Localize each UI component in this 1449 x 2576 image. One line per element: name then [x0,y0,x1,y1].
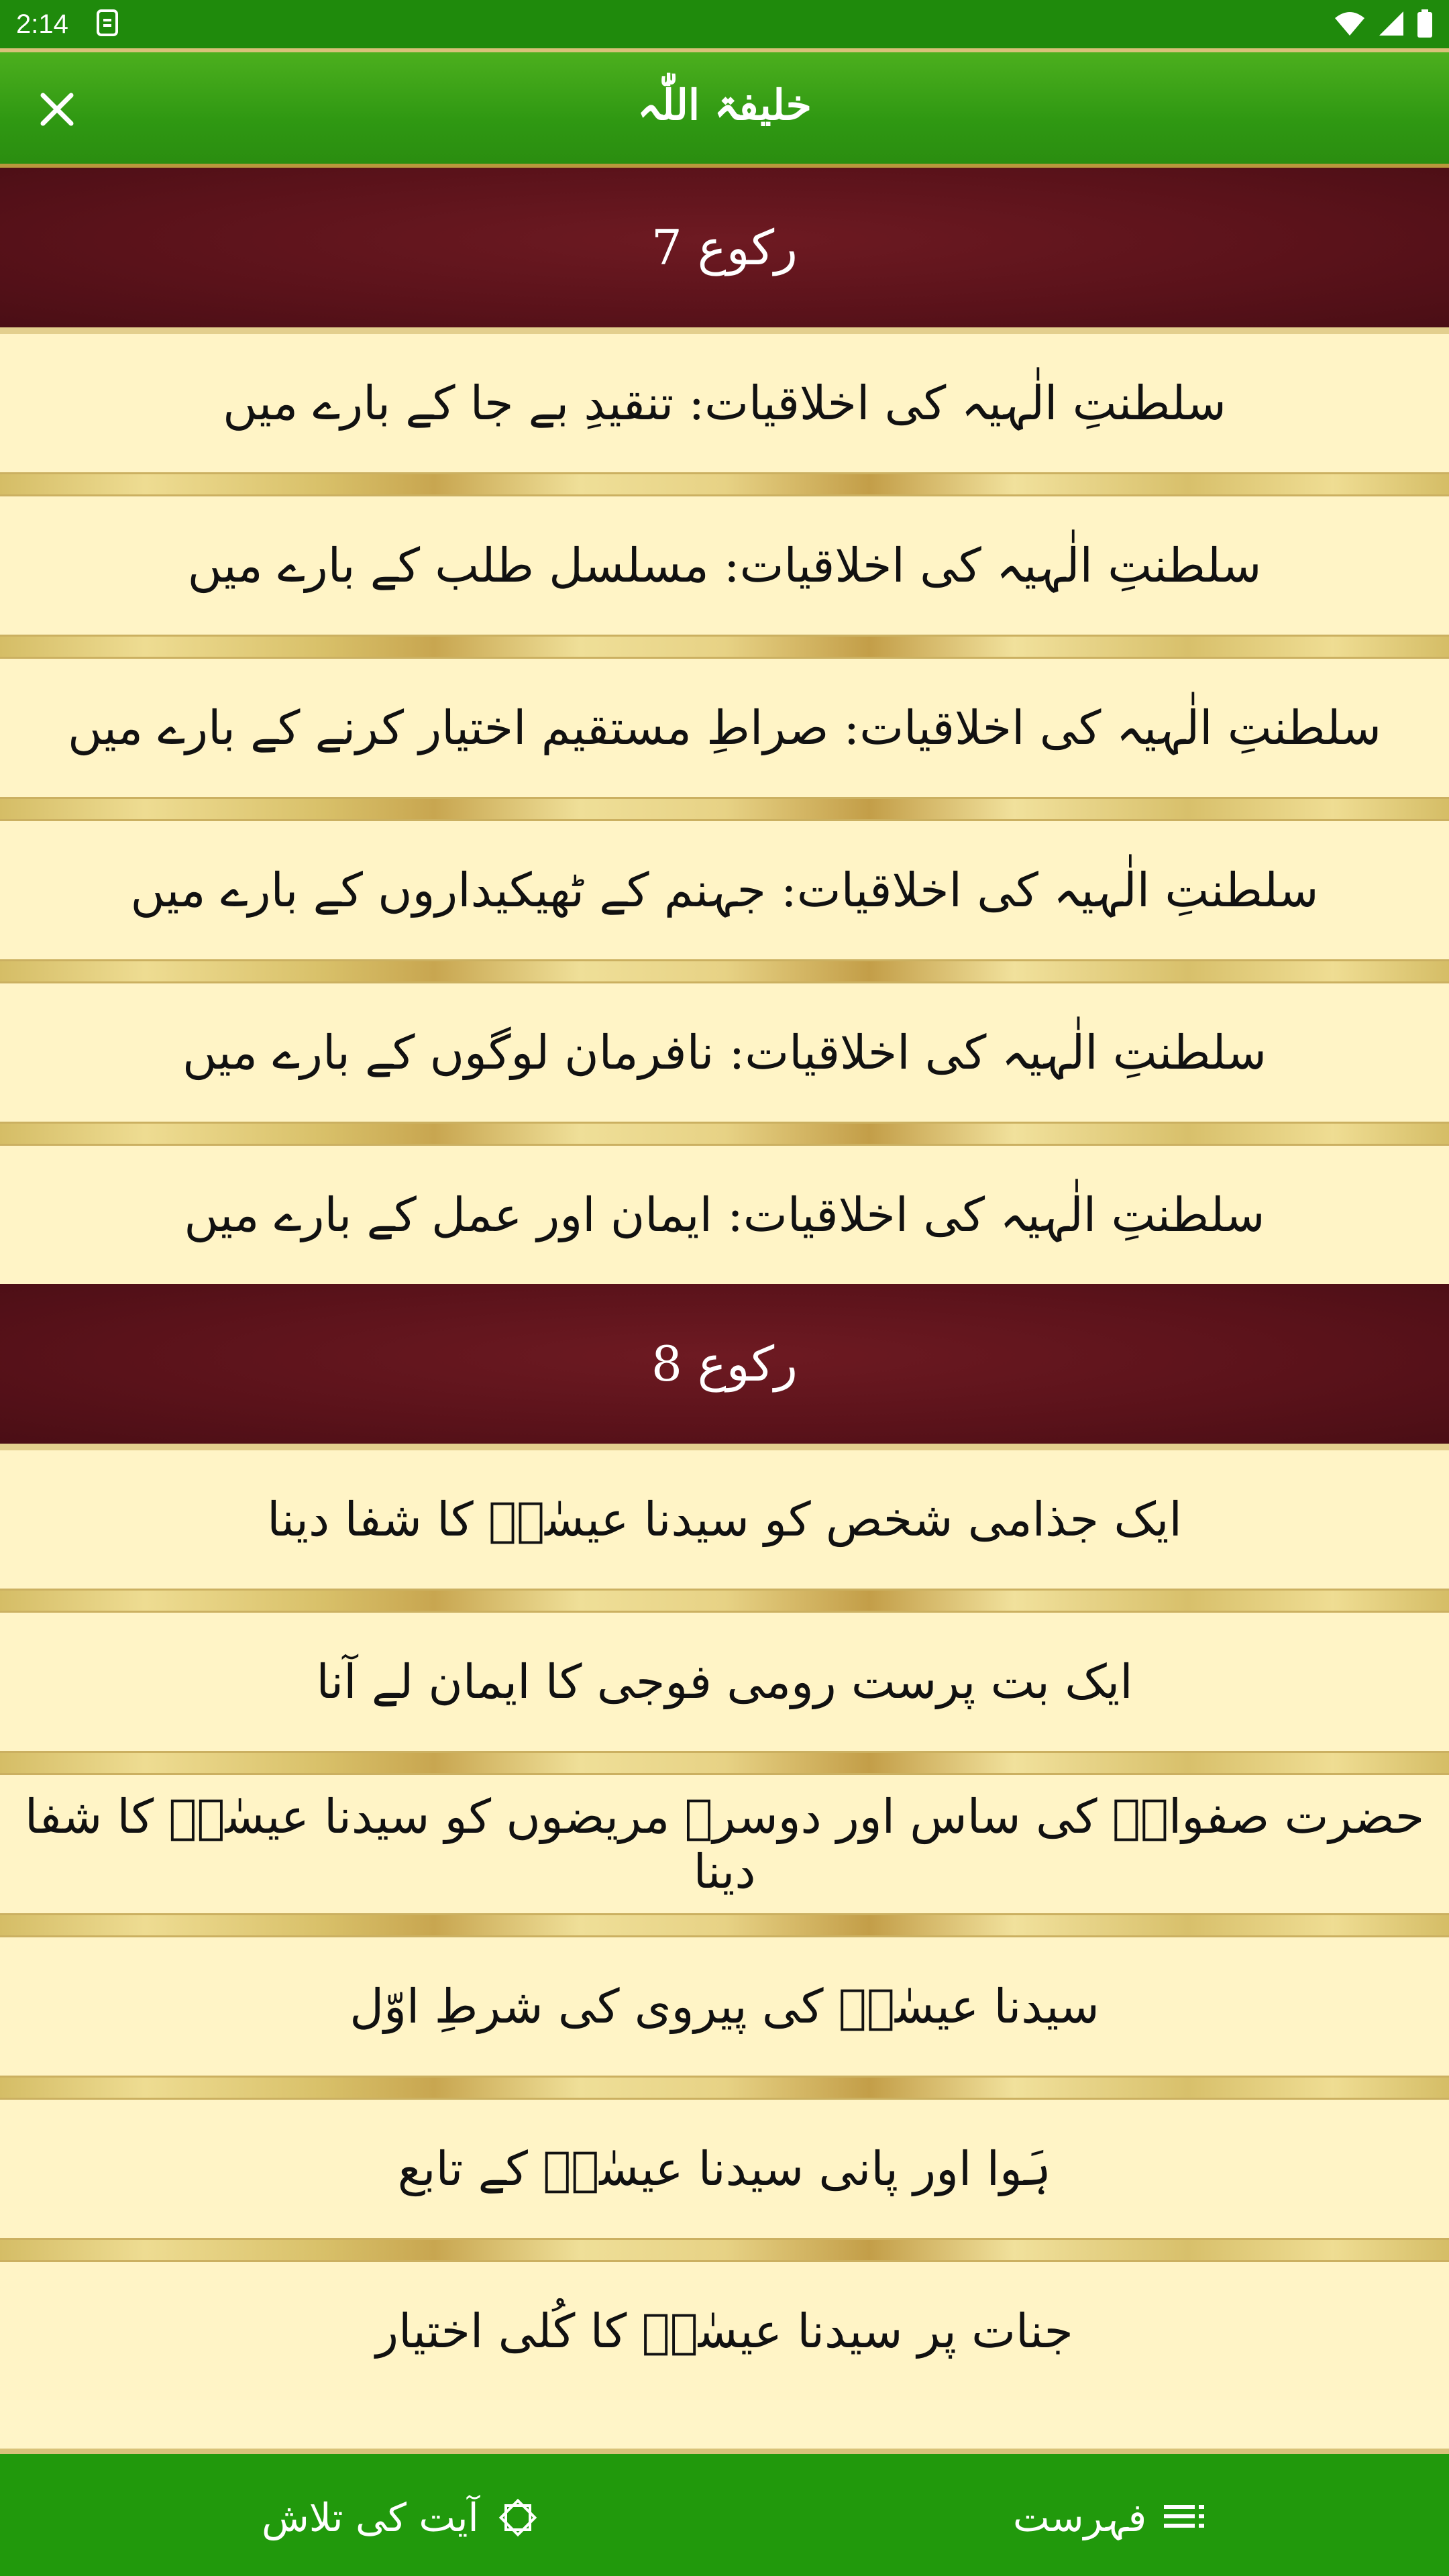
list-item[interactable]: سلطنتِ الٰہیہ کی اخلاقیات: تنقیدِ بے جا کے بارے میں [0,334,1449,472]
divider [0,1122,1449,1146]
list-item[interactable]: ایک جذامی شخص کو سیدنا عیسٰیؑ کا شفا دینا [0,1450,1449,1589]
divider [0,2238,1449,2262]
list-item[interactable]: ایک بت پرست رومی فوجی کا ایمان لے آنا [0,1613,1449,1751]
list-item[interactable]: سلطنتِ الٰہیہ کی اخلاقیات: ایمان اور عمل کے بارے میں [0,1146,1449,1284]
divider [0,1751,1449,1775]
divider [0,1589,1449,1613]
divider [0,2076,1449,2100]
cell-signal-icon [1378,10,1405,37]
divider [0,797,1449,821]
status-time: 2:14 [16,9,68,39]
section-header-ruku-8: رکوع 8 [0,1284,1449,1450]
divider [0,1913,1449,1937]
list-item[interactable]: سلطنتِ الٰہیہ کی اخلاقیات: جہنم کے ٹھیکیداروں کے بارے میں [0,821,1449,959]
list-item[interactable]: سلطنتِ الٰہیہ کی اخلاقیات: نافرمان لوگوں کے بارے میں [0,983,1449,1122]
ruku-list [0,168,1449,2400]
list-item[interactable]: سلطنتِ الٰہیہ کی اخلاقیات: صراطِ مستقیم اختیار کرنے کے بارے میں [0,659,1449,797]
list-item[interactable]: سیدنا عیسٰیؑ کی پیروی کی شرطِ اوّل [0,1937,1449,2076]
list-item[interactable]: سلطنتِ الٰہیہ کی اخلاقیات: مسلسل طلب کے بارے میں [0,496,1449,635]
status-bar [0,0,1449,48]
ayat-search-button[interactable] [262,2487,539,2548]
wifi-icon [1334,10,1366,37]
page-title: خلیفۃ اللّٰہ [637,80,812,129]
sim-card-icon [94,8,121,38]
list-item[interactable]: حضرت صفوانؓ کی ساس اور دوسرے مریضوں کو سیدنا عیسٰیؑ کا شفا دینا [0,1775,1449,1913]
ayat-search-label: آیت کی تلاش [262,2495,479,2540]
index-label: فہرست [1013,2495,1147,2540]
list-icon [1164,2501,1205,2534]
divider [0,959,1449,983]
rub-el-hizb-icon [496,2496,539,2539]
app-bar [0,48,1449,177]
list-item[interactable]: جنات پر سیدنا عیسٰیؑ کا کُلی اختیار [0,2262,1449,2400]
list-item[interactable]: ہَوا اور پانی سیدنا عیسٰیؑ کے تابع [0,2100,1449,2238]
status-icons [1334,9,1433,38]
divider [0,472,1449,496]
section-header-ruku-7: رکوع 7 [0,168,1449,334]
battery-icon [1417,9,1433,38]
index-button[interactable] [1013,2487,1205,2548]
divider [0,635,1449,659]
bottom-nav [0,2449,1449,2576]
